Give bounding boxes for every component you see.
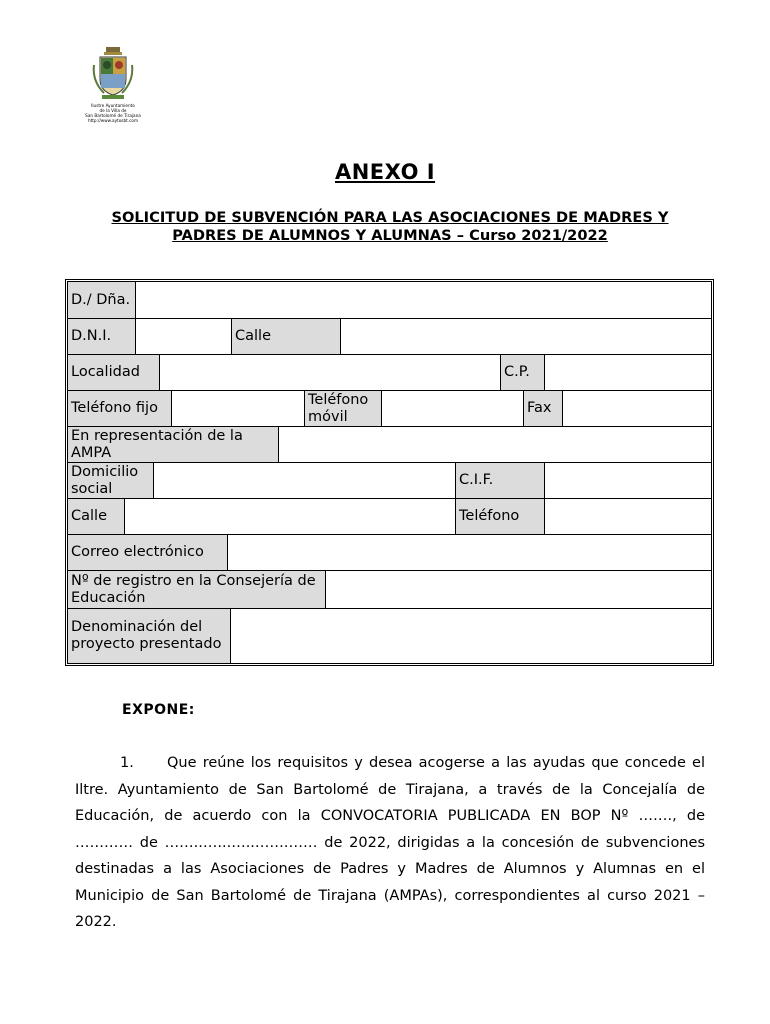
label-calle-2: Calle: [68, 499, 125, 534]
field-representacion[interactable]: [279, 427, 711, 462]
row-registro: [68, 571, 711, 609]
field-denominacion[interactable]: [231, 609, 711, 663]
label-fax: Fax: [524, 391, 563, 426]
subtitle-line-2: PADRES DE ALUMNOS Y ALUMNAS – Curso 2021/2022: [172, 227, 608, 244]
field-telefono[interactable]: [545, 499, 711, 534]
label-dni: D.N.I.: [68, 319, 136, 354]
row-domicilio: [68, 463, 711, 499]
field-telefono-fijo[interactable]: [172, 391, 305, 426]
label-telefono-movil: Teléfono móvil: [305, 391, 382, 426]
label-localidad: Localidad: [68, 355, 160, 390]
label-correo: Correo electrónico: [68, 535, 228, 570]
label-telefono-fijo: Teléfono fijo: [68, 391, 172, 426]
paragraph-item-1: [75, 750, 705, 936]
field-fax[interactable]: [563, 391, 711, 426]
label-cif: C.I.F.: [456, 463, 545, 498]
field-cp[interactable]: [545, 355, 711, 390]
label-representacion: En representación de la AMPA: [68, 427, 279, 462]
row-telefonos: [68, 391, 711, 427]
field-cif[interactable]: [545, 463, 711, 498]
field-calle-2[interactable]: [125, 499, 456, 534]
logo-line: de la Villa de: [99, 108, 127, 113]
page-title: ANEXO I: [334, 160, 436, 184]
item-number: 1.: [120, 755, 134, 771]
field-correo[interactable]: [228, 535, 711, 570]
field-localidad[interactable]: [160, 355, 501, 390]
item-text: Que reúne los requisitos y desea acogerse a las ayudas que concede el Iltre. Ayuntamiento de San Bartolomé de Tirajana, a través de la Concejalía de Educación, de acuerdo con la CONVOCATORIA PUBLICADA EN BOP Nº ……., de ………… de ……..…...…..…….…… de 2022, dirigidas a la concesión de subvenciones destinadas a las Asociaciones de Padres y Madres de Alumnos y Alumnas en el Municipio de San Bartolomé de Tirajana (AMPAs), correspondientes al curso 2021 – 2022.: [75, 755, 705, 930]
field-name[interactable]: [136, 282, 711, 318]
field-telefono-movil[interactable]: [382, 391, 524, 426]
row-denominacion: [68, 609, 711, 663]
label-calle: Calle: [232, 319, 341, 354]
subtitle-line-1: SOLICITUD DE SUBVENCIÓN PARA LAS ASOCIACIONES DE MADRES Y: [111, 209, 669, 226]
row-name: [68, 282, 711, 319]
field-dni[interactable]: [136, 319, 232, 354]
field-calle[interactable]: [341, 319, 711, 354]
label-domicilio-social: Domicilio social: [68, 463, 154, 498]
label-dona: D./ Dña.: [68, 282, 136, 318]
expone-heading: EXPONE:: [122, 702, 195, 718]
label-registro: Nº de registro en la Consejería de Educación: [68, 571, 326, 608]
field-domicilio-social[interactable]: [154, 463, 456, 498]
logo-line: San Bartolomé de Tirajana: [85, 113, 141, 118]
label-cp: C.P.: [501, 355, 545, 390]
logo-caption: [78, 103, 148, 123]
logo-line: Ilustre Ayuntamiento: [91, 103, 135, 108]
label-denominacion: Denominación del proyecto presentado: [68, 609, 231, 663]
row-localidad: [68, 355, 711, 391]
coat-of-arms-icon: [92, 45, 134, 103]
row-correo: [68, 535, 711, 571]
label-telefono: Teléfono: [456, 499, 545, 534]
field-registro[interactable]: [326, 571, 711, 608]
row-calle-2: [68, 499, 711, 535]
logo-line: http://www.aytosbt.com: [87, 118, 139, 123]
row-dni: [68, 319, 711, 355]
application-form-table: [67, 281, 712, 664]
municipal-coat-of-arms-logo: [78, 45, 148, 123]
row-representacion: [68, 427, 711, 463]
form-subtitle: [80, 209, 700, 245]
